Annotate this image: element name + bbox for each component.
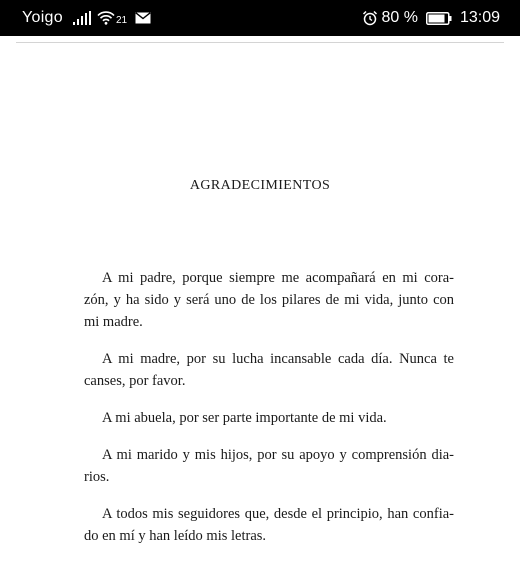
alarm-icon xyxy=(362,10,378,26)
page-content[interactable] xyxy=(84,267,454,562)
page-title: AGRADECIMIENTOS xyxy=(189,178,331,193)
paragraph-1 xyxy=(84,267,454,333)
carrier-name: Yoigo xyxy=(22,9,63,26)
text-line: mi madre. xyxy=(84,314,143,330)
wifi-icon xyxy=(97,11,127,25)
paragraph-5 xyxy=(84,503,454,547)
wifi-level: 21 xyxy=(115,14,128,26)
text-line: zón, y ha sido y será uno de los pilares de mi vida, junto con xyxy=(84,292,454,308)
mail-icon xyxy=(135,12,151,24)
battery-percent: 80 % xyxy=(381,9,418,26)
header-divider xyxy=(16,42,504,43)
text-line: A mi abuela, por ser parte importante de mi vida. xyxy=(102,410,387,426)
text-line: do en mí y han leído mis letras. xyxy=(84,528,267,544)
signal-bars-icon xyxy=(73,11,93,25)
text-line: A mi marido y mis hijos, por su apoyo y comprensión dia- xyxy=(102,447,454,463)
paragraph-2 xyxy=(84,348,454,392)
status-bar xyxy=(0,0,520,36)
clock: 13:09 xyxy=(459,9,500,26)
text-line: A todos mis seguidores que, desde el principio, han confia- xyxy=(102,506,454,522)
status-right xyxy=(362,0,500,36)
text-line: A mi padre, porque siempre me acompañará en mi cora- xyxy=(102,270,454,286)
status-left xyxy=(22,0,151,36)
text-line: A mi madre, por su lucha incansable cada día. Nunca te xyxy=(102,351,454,367)
text-line: canses, por favor. xyxy=(84,373,186,389)
battery-icon xyxy=(426,12,452,25)
paragraph-4 xyxy=(84,444,454,488)
paragraph-3 xyxy=(84,407,454,429)
text-line: rios. xyxy=(84,469,110,485)
